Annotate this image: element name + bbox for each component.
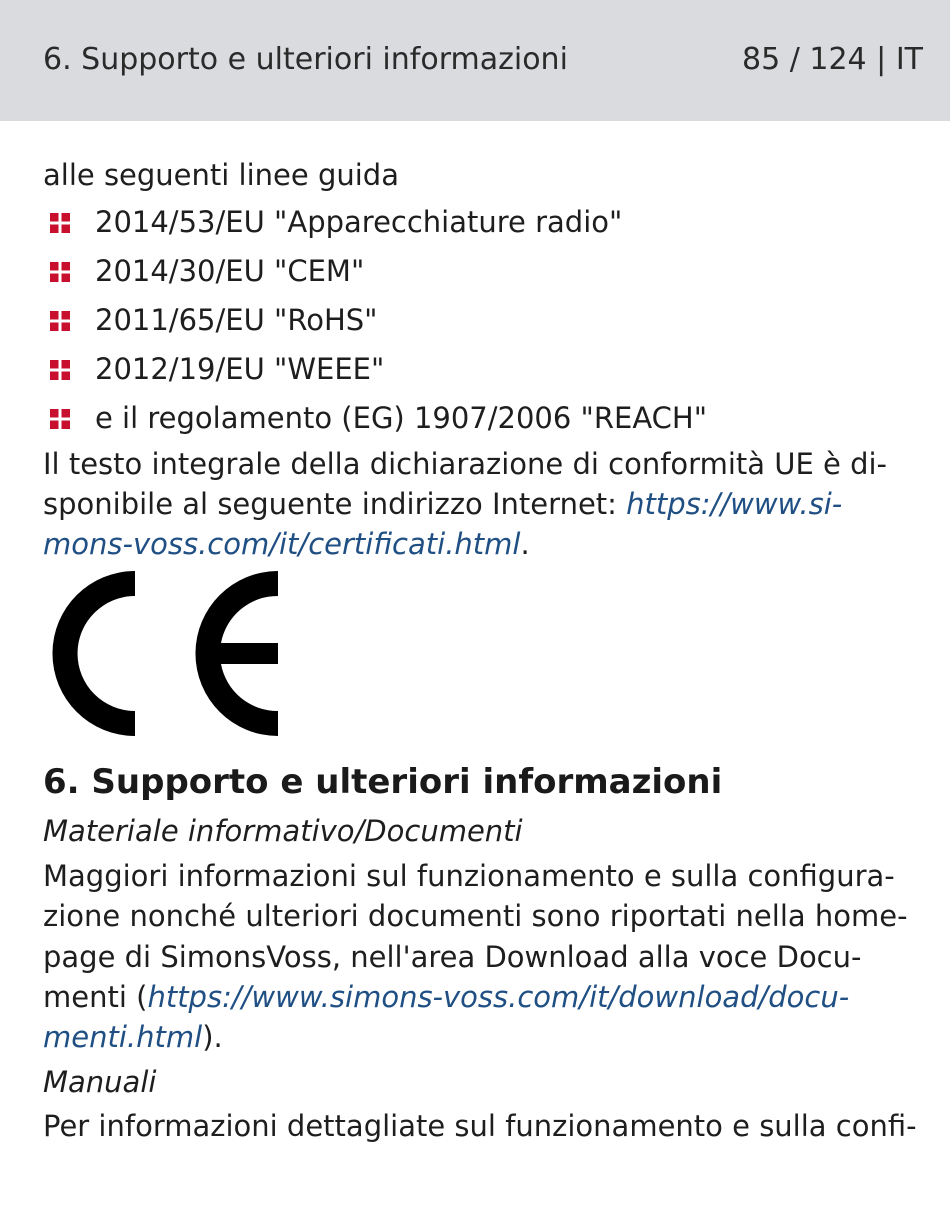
directive-text: 2014/30/EU "CEM" <box>95 254 365 288</box>
certificates-link-continued[interactable]: mons-voss.com/it/certificati.html <box>43 527 521 561</box>
paragraph-line: zione nonché ulteriori documenti sono riportati nella home- <box>43 899 908 933</box>
page-number: 85 / 124 | IT <box>742 42 923 77</box>
conformity-line: Il testo integrale della dichiarazione di conformità UE è di- <box>43 447 888 481</box>
directive-text: 2012/19/EU "WEEE" <box>95 352 385 386</box>
subheading-documents: Materiale informativo/Documenti <box>43 814 523 848</box>
conformity-text: sponibile al seguente indirizzo Internet: <box>43 487 627 521</box>
square-bullet-icon <box>50 262 70 282</box>
ce-mark-logo <box>43 571 278 736</box>
conformity-line <box>43 524 530 564</box>
directive-text: 2014/53/EU "Apparecchiature radio" <box>95 205 623 239</box>
square-bullet-icon <box>50 213 70 233</box>
square-bullet-icon <box>50 360 70 380</box>
certificates-link[interactable]: https://www.si- <box>626 487 843 521</box>
header-title: 6. Supporto e ulteriori informazioni <box>43 42 568 77</box>
square-bullet-icon <box>50 311 70 331</box>
square-bullet-icon <box>50 409 70 429</box>
paragraph-text: menti ( <box>43 980 148 1014</box>
directive-text: 2011/65/EU "RoHS" <box>95 303 378 337</box>
intro-text: alle seguenti linee guida <box>43 158 399 192</box>
paragraph-line: Per informazioni dettagliate sul funzionamento e sulla confi- <box>43 1109 917 1143</box>
subheading-manuals: Manuali <box>43 1065 157 1099</box>
paragraph-line: page di SimonsVoss, nell'area Download alla voce Docu- <box>43 940 862 974</box>
paragraph-line <box>43 1017 223 1057</box>
documents-link-continued[interactable]: menti.html <box>43 1020 203 1054</box>
sentence-end: . <box>520 527 530 561</box>
conformity-line <box>43 484 842 524</box>
sentence-end: ). <box>202 1020 223 1054</box>
directive-text: e il regolamento (EG) 1907/2006 "REACH" <box>95 401 708 435</box>
paragraph-line <box>43 977 849 1017</box>
paragraph-line: Maggiori informazioni sul funzionamento e sulla configura- <box>43 859 895 893</box>
section-heading: 6. Supporto e ulteriori informazioni <box>43 762 723 802</box>
page-header <box>0 0 950 121</box>
documents-link[interactable]: https://www.simons-voss.com/it/download/docu- <box>147 980 850 1014</box>
